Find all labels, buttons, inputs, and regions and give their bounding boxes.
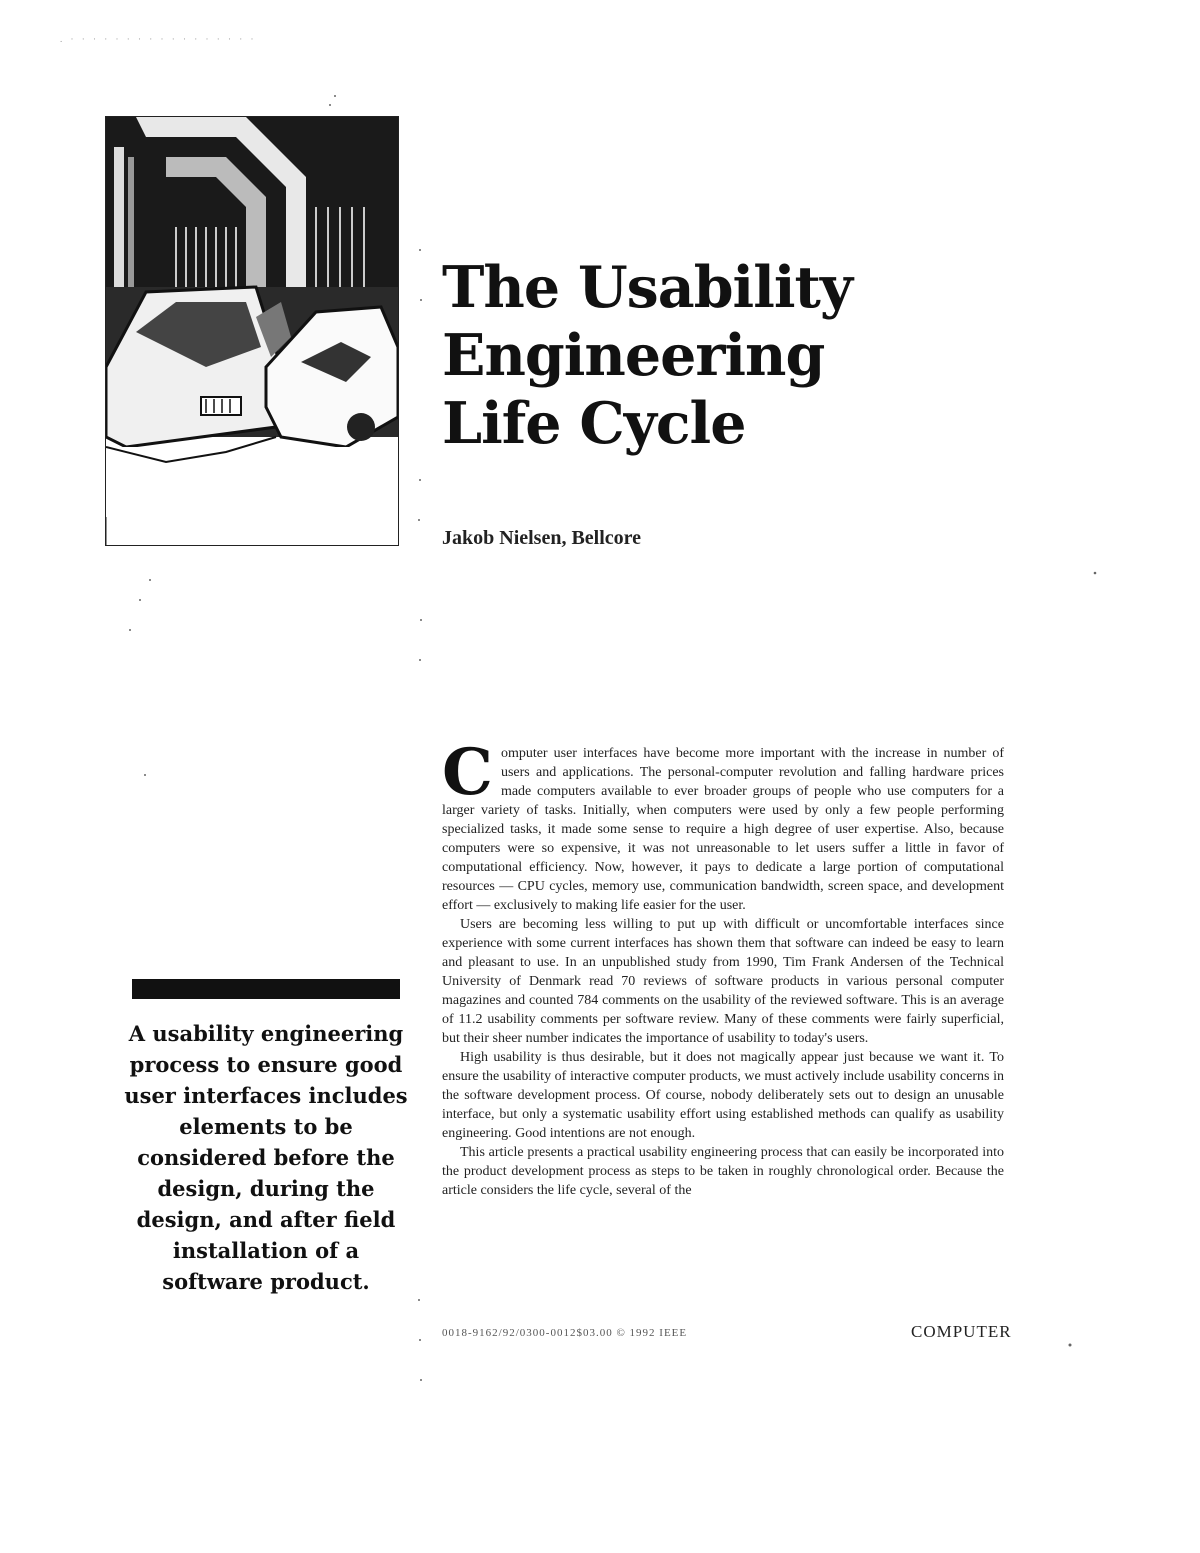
body-paragraph-1-text: omputer user interfaces have become more important with the increase in number of users and applications. The personal-computer revolution and falling hardware prices made computers available to ever broader groups of people who use computers for a larger variety of tasks. Initially, when computers were used by only a few people performing specialized tasks, it made some sense to require a high degree of user expertise. Also, because computers were so expensive, it was not unreasonable to let users suffer a little in favor of computational efficiency. Now, however, it pays to dedicate a large portion of computational resources — CPU cycles, memory use, communication bandwidth, screen space, and development effort — exclusively to making life easier for the user. [442, 746, 1004, 913]
body-paragraph-2: Users are becoming less willing to put up with difficult or uncomfortable interfaces since experience with some current interfaces has shown them that software can indeed be easy to learn and pleasant to use. In an unpublished study from 1990, Tim Frank Andersen of the Technical University of Denmark read 70 reviews of software products in various personal computer magazines and counted 784 comments on the usability of the reviewed software. This is an average of 11.2 usability comments per software review. Many of these comments were fairly superficial, but their sheer number indicates the importance of usability to today's users. [442, 917, 1004, 1046]
author-byline: Jakob Nielsen, Bellcore [442, 527, 642, 549]
body-paragraph-3: High usability is thus desirable, but it does not magically appear just because we want it. To ensure the usability of interactive computer products, we must actively include usability concerns in the software development process. Of course, nobody deliberately sets out to design an unusable interface, but only a systematic usability effort using established methods can qualify as usability engineering. Good intentions are not enough. [442, 1050, 1004, 1141]
title-line-3: Life Cycle [442, 390, 746, 457]
title-line-1: The Usability [442, 254, 852, 321]
drop-cap: C [442, 735, 493, 810]
scan-header-noise: . · · · · · · · · · · · · · · · · · [60, 34, 257, 44]
body-paragraph-4: This article presents a practical usability engineering process that can easily be incorporated into the product development process as steps to be taken in roughly chronological order. Because the article considers the life cycle, several of the [442, 1145, 1004, 1198]
title-line-2: Engineering [442, 322, 825, 389]
pull-quote: A usability engineering process to ensure good user interfaces includes elements to be considered before the design, during the design, and after field installation of a software product. [124, 1021, 408, 1294]
copyright-code: 0018-9162/92/0300-0012$03.00 © 1992 IEEE [442, 1327, 688, 1339]
journal-name: COMPUTER [911, 1322, 1012, 1341]
